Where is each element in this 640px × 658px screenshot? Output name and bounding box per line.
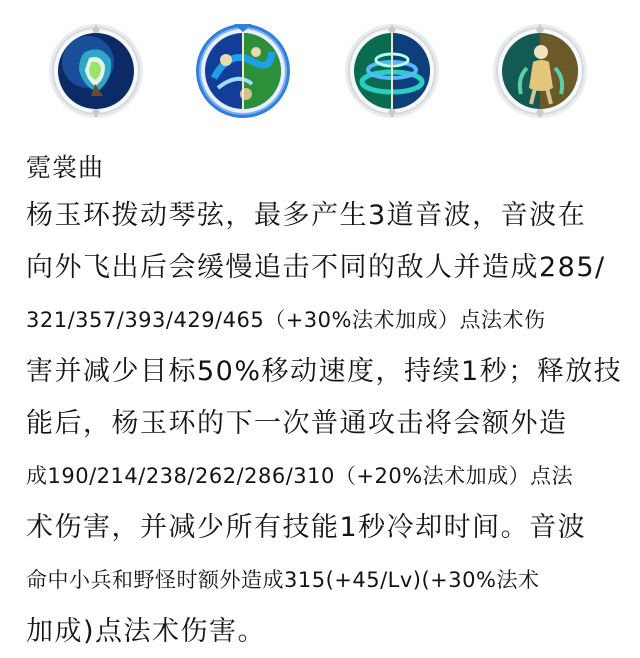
- description-line: 加成)点法术伤害。: [26, 616, 267, 647]
- ripple-wave-skill-icon: [343, 22, 441, 120]
- description-line: 321/357/393/429/465（+30%法术加成）点法术伤: [26, 308, 546, 332]
- skill-slot-4[interactable]: [491, 22, 589, 120]
- pipa-crystal-skill-icon: [47, 22, 145, 120]
- skill-slot-1[interactable]: [47, 22, 145, 120]
- sound-wave-orbs-skill-icon: [194, 22, 292, 120]
- dancer-figure-skill-icon: [491, 22, 589, 120]
- skill-slot-3[interactable]: [343, 22, 441, 120]
- description-line: 术伤害，并减少所有技能1秒冷却时间。音波: [26, 512, 587, 543]
- description-line: 杨玉环拨动琴弦，最多产生3道音波，音波在: [26, 200, 587, 231]
- description-line: 害并减少目标50%移动速度，持续1秒；释放技: [26, 356, 623, 387]
- skill-slot-2[interactable]: [194, 22, 292, 120]
- description-line: 成190/214/238/262/286/310（+20%法术加成）点法: [26, 464, 574, 488]
- description-line: 能后，杨玉环的下一次普通攻击将会额外造: [26, 408, 568, 439]
- description-line: 向外飞出后会缓慢追击不同的敌人并造成285/: [26, 252, 606, 283]
- description-line: 命中小兵和野怪时额外造成315(+45/Lv)(+30%法术: [26, 568, 540, 592]
- skill-bar: [0, 0, 640, 140]
- skill-name: 霓裳曲: [26, 153, 105, 182]
- skill-description: [26, 146, 622, 658]
